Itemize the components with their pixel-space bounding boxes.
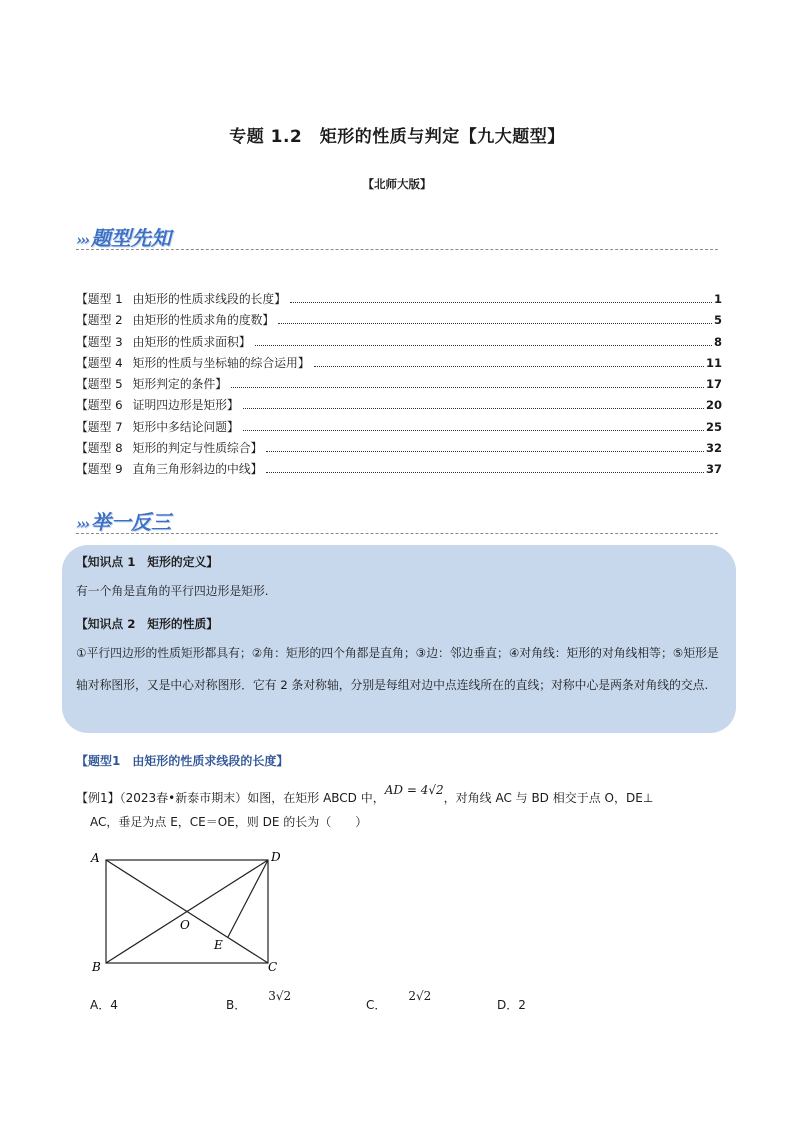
edition-label: 【北师大版】 (362, 177, 432, 191)
label-c: C (268, 960, 278, 974)
toc-page: 1 (713, 292, 722, 306)
page-title: 专题 1.2 矩形的性质与判定【九大题型】 (229, 127, 565, 147)
example-question (76, 783, 726, 834)
toc-leader (290, 301, 712, 303)
toc-page: 25 (705, 419, 722, 434)
toc-label: 由矩形的性质求角的度数】 (132, 313, 275, 328)
toc-page: 20 (705, 398, 722, 413)
toc-item[interactable] (76, 460, 722, 481)
arrows-icon: ››› (76, 515, 88, 533)
toc-page: 11 (705, 355, 722, 370)
toc-label: 证明四边形是矩形】 (132, 398, 239, 413)
option-d[interactable] (497, 996, 526, 1013)
toc-leader (243, 429, 704, 431)
option-value: 3√2 (268, 989, 292, 1003)
option-value: 2√2 (408, 989, 432, 1003)
toc-leader (266, 450, 704, 452)
toc-label: 矩形中多结论问题】 (132, 419, 239, 434)
divider (76, 249, 718, 250)
toc-label: 矩形的性质与坐标轴的综合运用】 (132, 355, 310, 370)
toc-label: 矩形判定的条件】 (132, 377, 228, 392)
table-of-contents (76, 290, 722, 482)
toc-label: 矩形的判定与性质综合】 (132, 441, 263, 456)
toc-leader (278, 322, 712, 324)
example-line-2: AC，垂足为点 E，CE＝OE，则 DE 的长为（ ） (90, 815, 368, 829)
divider (76, 533, 718, 534)
toc-num: 【题型 7 (76, 419, 123, 434)
toc-num: 【题型 8 (76, 441, 123, 456)
toc-item[interactable] (76, 311, 722, 332)
option-letter: C． (366, 998, 387, 1012)
toc-page: 32 (705, 441, 722, 456)
toc-item[interactable] (76, 418, 722, 439)
toc-page: 37 (705, 462, 722, 477)
toc-leader (243, 407, 704, 409)
rectangle-figure (82, 850, 292, 975)
toc-leader (231, 386, 704, 388)
toc-label: 由矩形的性质求线段的长度】 (132, 292, 287, 306)
toc-leader (314, 365, 704, 367)
knowledge-point-2-text: ①平行四边形的性质矩形都具有；②角：矩形的四个角都是直角；③边：邻边垂直；④对角线：矩形的对角线相等；⑤矩形是轴对称图形，又是中心对称图形．它有 2 条对称轴，分别是每组对边中点连线所在的直线；对称中心是两条对角线的交点. (76, 646, 719, 692)
toc-page: 8 (713, 334, 722, 349)
toc-item[interactable] (76, 396, 722, 417)
label-d: D (271, 850, 281, 864)
knowledge-box (62, 545, 736, 733)
toc-num: 【题型 9 (76, 462, 123, 477)
toc-page: 5 (713, 313, 722, 328)
knowledge-point-1-text: 有一个角是直角的平行四边形是矩形. (76, 584, 269, 598)
option-a[interactable] (90, 996, 118, 1013)
section-title: 题型先知 (91, 226, 171, 250)
toc-item[interactable] (76, 290, 722, 311)
toc-num: 【题型 3 (76, 334, 123, 349)
option-value: 4 (110, 998, 118, 1012)
option-letter: B． (226, 998, 247, 1012)
toc-item[interactable] (76, 439, 722, 460)
toc-page: 17 (705, 377, 722, 392)
toc-label: 直角三角形斜边的中线】 (132, 462, 263, 477)
example-prefix: 【例1】（2023春•新泰市期末）如图，在矩形 ABCD 中， (76, 791, 385, 805)
toc-num: 【题型 6 (76, 398, 123, 413)
segment-de (228, 860, 268, 937)
label-b: B (92, 960, 101, 974)
toc-item[interactable] (76, 333, 722, 354)
section-title: 举一反三 (91, 510, 171, 534)
option-b[interactable] (226, 989, 292, 1013)
toc-leader (255, 344, 712, 346)
option-c[interactable] (366, 989, 432, 1013)
toc-num: 【题型 2 (76, 313, 123, 328)
option-letter: A． (90, 998, 111, 1012)
example-middle: ，对角线 AC 与 BD 相交于点 O，DE⊥ (443, 791, 654, 805)
toc-num: 【题型 4 (76, 355, 123, 370)
toc-leader (266, 471, 704, 473)
toc-num: 【题型 5 (76, 377, 123, 392)
knowledge-point-2-title: 【知识点 2 矩形的性质】 (76, 617, 219, 631)
section-header-preview (76, 222, 171, 251)
label-a: A (91, 851, 100, 865)
arrows-icon: ››› (76, 231, 88, 249)
given-formula: AD = 4√2 (384, 783, 444, 797)
question-type-heading: 【题型1 由矩形的性质求线段的长度】 (76, 754, 289, 768)
option-value: 2 (518, 998, 526, 1012)
toc-num: 【题型 1 (76, 292, 123, 306)
toc-item[interactable] (76, 375, 722, 396)
option-letter: D． (497, 998, 519, 1012)
label-o: O (180, 918, 190, 932)
knowledge-point-1-title: 【知识点 1 矩形的定义】 (76, 555, 219, 569)
label-e: E (214, 938, 223, 952)
toc-item[interactable] (76, 354, 722, 375)
section-header-practice (76, 506, 171, 535)
toc-label: 由矩形的性质求面积】 (132, 334, 251, 349)
